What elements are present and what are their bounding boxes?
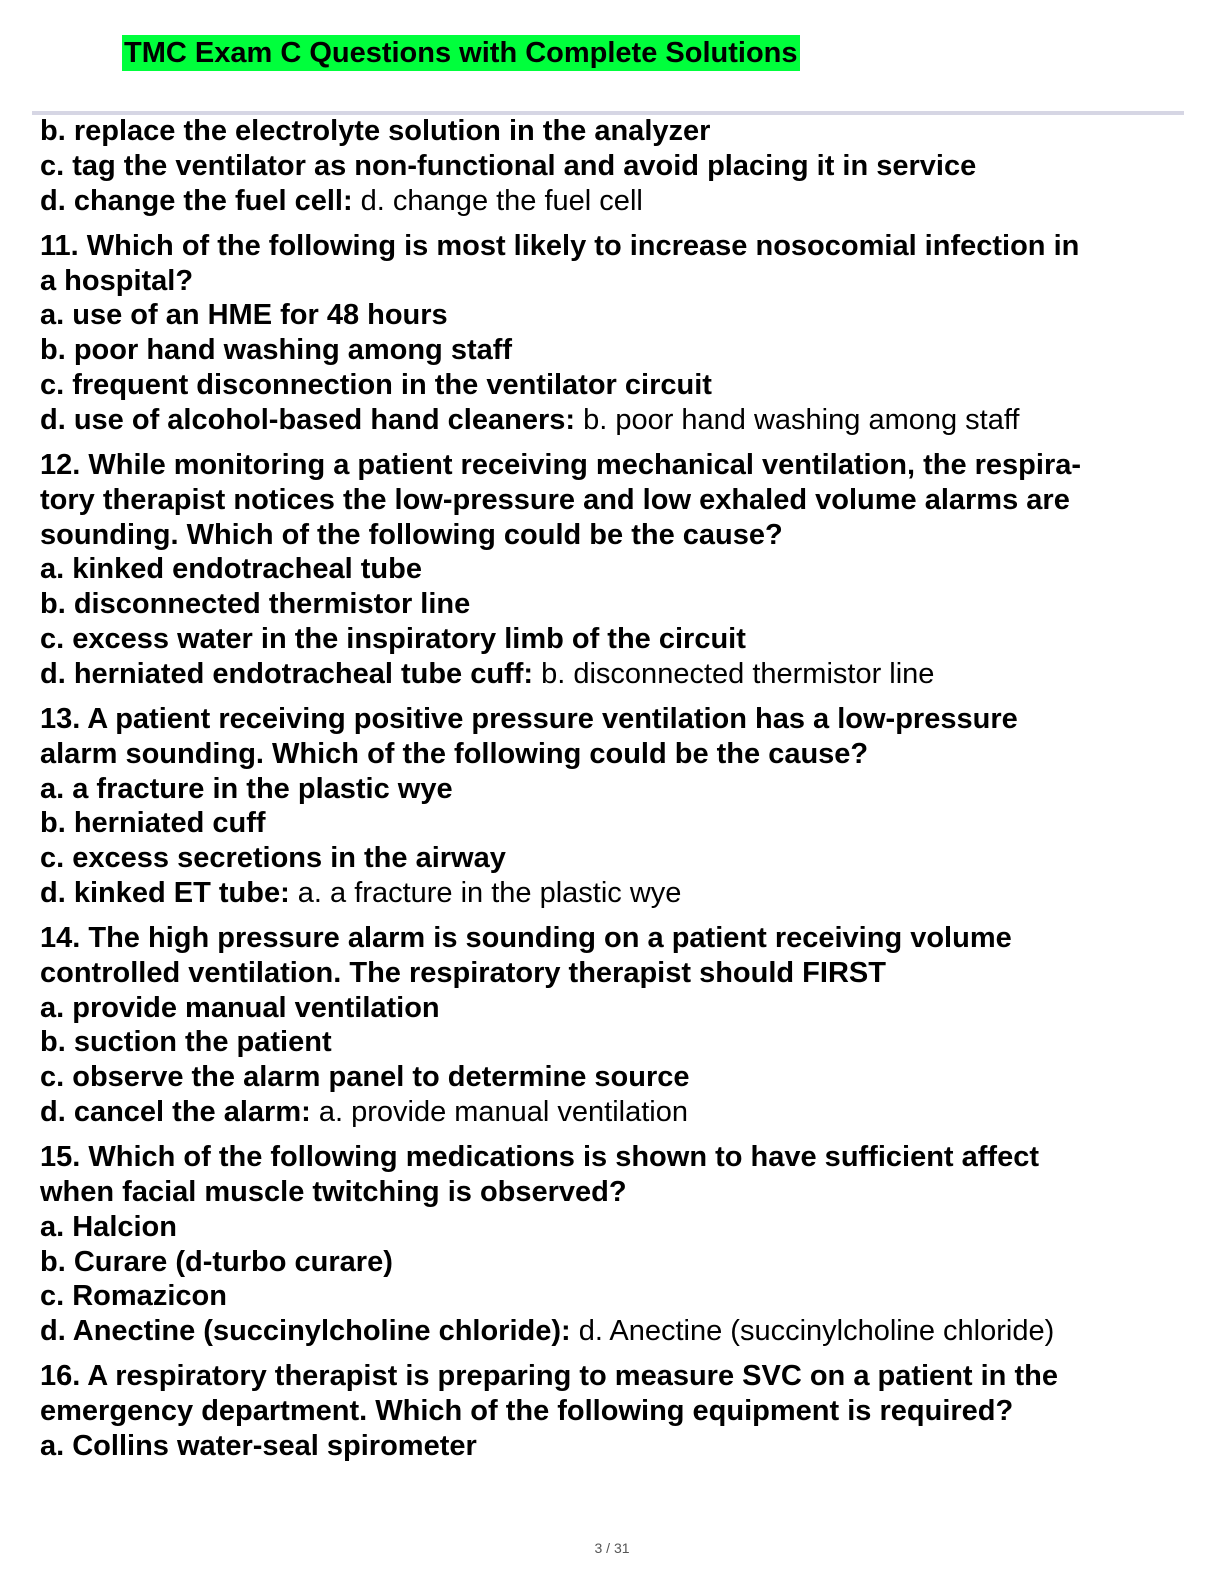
page-title: TMC Exam C Questions with Complete Solutions (124, 37, 798, 69)
question-text: 13. A patient receiving positive pressure ventilation has a low-pressure (40, 702, 1018, 735)
question-text: 11. Which of the following is most likely to increase nosocomial infection in (40, 229, 1080, 262)
document-content (40, 114, 1190, 1464)
correct-answer: b. disconnected thermistor line (533, 657, 935, 690)
answer-option: a. Halcion (40, 1210, 177, 1243)
question-text: 16. A respiratory therapist is preparing to measure SVC on a patient in the (40, 1360, 1058, 1393)
answer-option: a. provide manual ventilation (40, 991, 440, 1024)
answer-option: c. observe the alarm panel to determine source (40, 1061, 690, 1094)
answer-option: b. replace the electrolyte solution in the analyzer (40, 115, 711, 147)
answer-line (40, 184, 1190, 219)
answer-option: c. excess water in the inspiratory limb of the circuit (40, 622, 746, 655)
answer-option: d. Anectine (succinylcholine chloride): (40, 1315, 571, 1348)
question-text: controlled ventilation. The respiratory therapist should FIRST (40, 956, 886, 989)
correct-answer: a. provide manual ventilation (310, 1096, 689, 1129)
question-text: 12. While monitoring a patient receiving mechanical ventilation, the respira- (40, 448, 1082, 481)
correct-answer: d. change the fuel cell (352, 184, 643, 217)
answer-line (40, 1314, 1190, 1349)
question-text: when facial muscle twitching is observed? (40, 1176, 627, 1209)
answer-option: b. suction the patient (40, 1026, 332, 1059)
question-block (40, 1140, 1190, 1349)
answer-option: a. Collins water-seal spirometer (40, 1430, 477, 1463)
answer-line (40, 403, 1190, 438)
question-block (40, 229, 1190, 438)
question-text: sounding. Which of the following could be the cause? (40, 518, 783, 551)
answer-option: c. tag the ventilator as non-functional and avoid placing it in service (40, 149, 977, 182)
answer-line (40, 1095, 1190, 1130)
answer-option: d. change the fuel cell: (40, 184, 353, 217)
question-text: tory therapist notices the low-pressure and low exhaled volume alarms are (40, 483, 1070, 516)
question-text: alarm sounding. Which of the following could be the cause? (40, 737, 869, 770)
question-block (40, 114, 1190, 218)
answer-line (40, 657, 1190, 692)
question-block (40, 702, 1190, 911)
answer-option: a. use of an HME for 48 hours (40, 299, 448, 332)
answer-option: a. a fracture in the plastic wye (40, 772, 453, 805)
answer-option: d. cancel the alarm: (40, 1096, 311, 1129)
question-text: 14. The high pressure alarm is sounding on a patient receiving volume (40, 922, 1012, 955)
answer-option: c. Romazicon (40, 1280, 227, 1313)
question-block (40, 921, 1190, 1130)
correct-answer: b. poor hand washing among staff (575, 403, 1020, 436)
answer-option: d. kinked ET tube: (40, 876, 290, 909)
question-block (40, 1359, 1190, 1463)
question-text: emergency department. Which of the following equipment is required? (40, 1395, 1014, 1428)
correct-answer: a. a fracture in the plastic wye (289, 876, 682, 909)
answer-option: d. use of alcohol-based hand cleaners: (40, 403, 576, 436)
page-number: 3 / 31 (594, 1540, 630, 1556)
correct-answer: d. Anectine (succinylcholine chloride) (570, 1315, 1055, 1348)
answer-option: b. disconnected thermistor line (40, 588, 471, 621)
answer-option: b. poor hand washing among staff (40, 334, 513, 367)
answer-option: b. herniated cuff (40, 807, 266, 840)
question-text: 15. Which of the following medications is shown to have sufficient affect (40, 1141, 1039, 1174)
answer-option: c. frequent disconnection in the ventilator circuit (40, 368, 712, 401)
answer-option: c. excess secretions in the airway (40, 842, 506, 875)
question-text: a hospital? (40, 264, 194, 297)
answer-line (40, 876, 1190, 911)
answer-option: b. Curare (d-turbo curare) (40, 1245, 393, 1278)
question-block (40, 448, 1190, 692)
answer-option: d. herniated endotracheal tube cuff: (40, 657, 534, 690)
answer-option: a. kinked endotracheal tube (40, 553, 422, 586)
